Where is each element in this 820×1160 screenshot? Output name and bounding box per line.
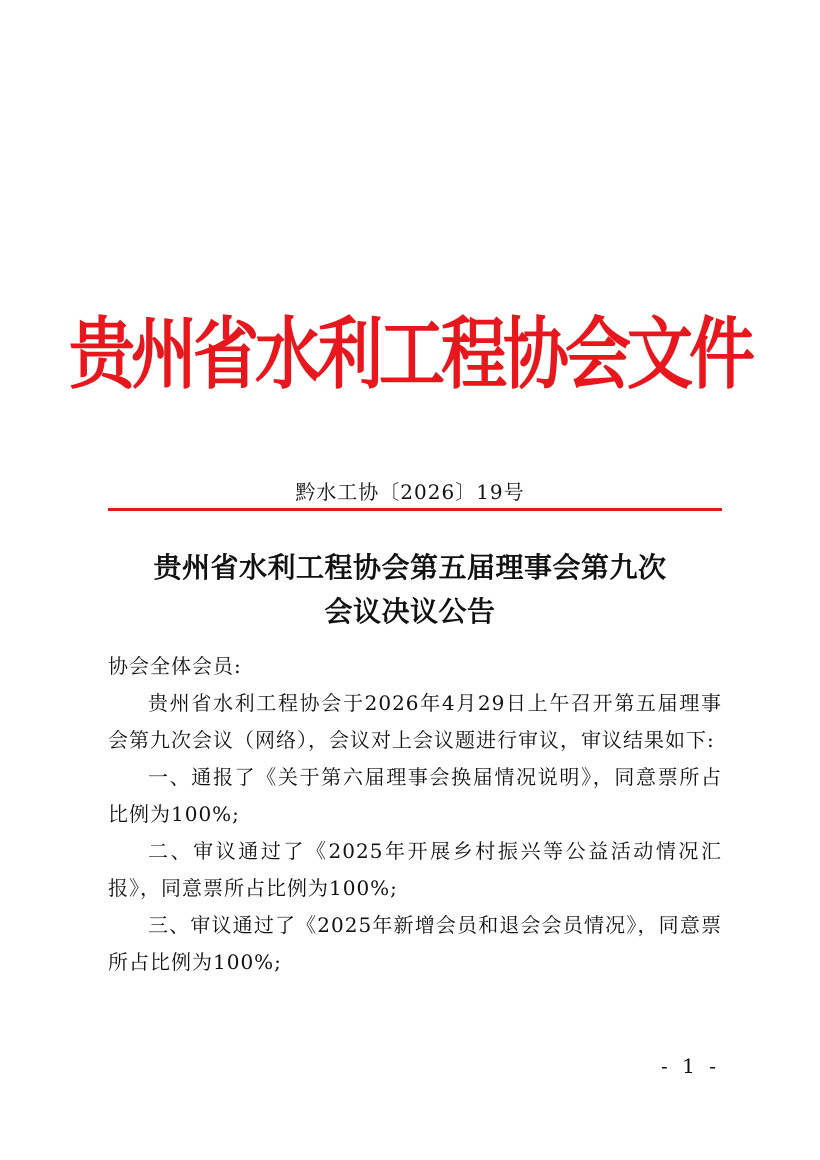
resolution-item-2: 二、审议通过了《2025年开展乡村振兴等公益活动情况汇报》，同意票所占比例为100%; bbox=[108, 839, 722, 900]
salutation: 协会全体会员: bbox=[108, 654, 242, 678]
resolution-item-3: 三、审议通过了《2025年新增会员和退会会员情况》，同意票所占比例为100%; bbox=[108, 913, 722, 974]
document-number: 黔水工协〔2026〕19号 bbox=[295, 480, 525, 504]
document-masthead: 贵州省水利工程协会文件 bbox=[69, 308, 751, 400]
red-divider-line bbox=[108, 508, 722, 511]
resolution-item-1: 一、通报了《关于第六届理事会换届情况说明》，同意票所占比例为100%; bbox=[108, 765, 722, 826]
document-title-line-2: 会议决议公告 bbox=[324, 595, 496, 628]
intro-paragraph: 贵州省水利工程协会于2026年4月29日上午召开第五届理事会第九次会议（网络），会议对上会议题进行审议，审议结果如下: bbox=[108, 691, 722, 752]
page-number: - 1 - bbox=[661, 1054, 720, 1078]
document-title-line-1: 贵州省水利工程协会第五届理事会第九次 bbox=[153, 551, 667, 584]
document-body bbox=[108, 648, 722, 981]
document-title bbox=[0, 546, 820, 634]
